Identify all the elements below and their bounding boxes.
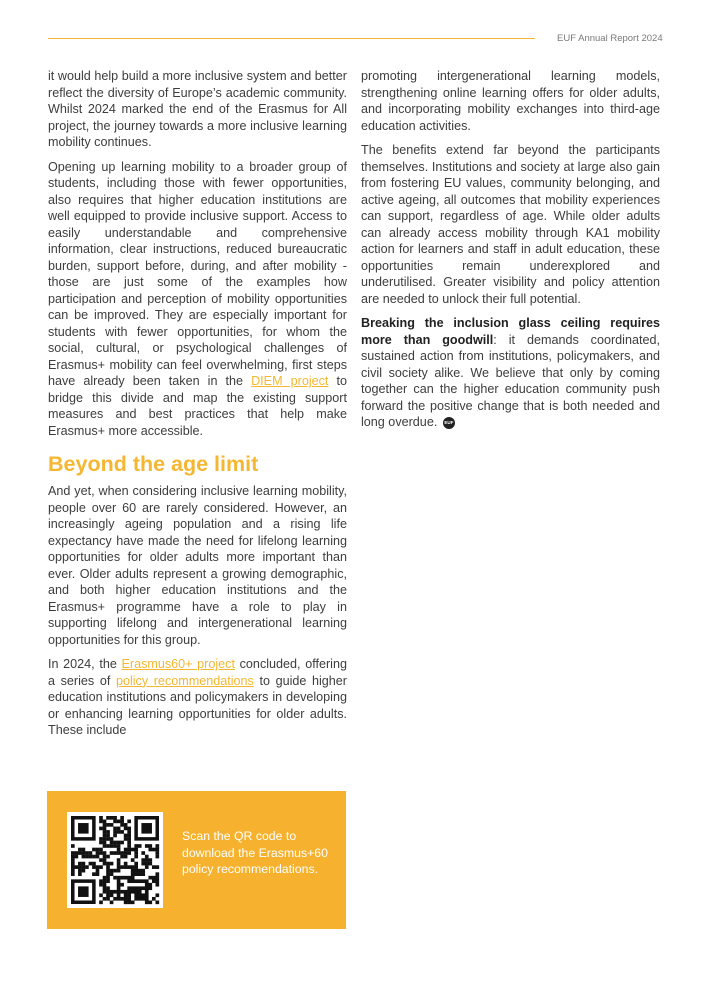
qr-caption: Scan the QR code to download the Erasmus+60 policy recommendations. xyxy=(182,829,328,876)
qr-callout-box xyxy=(47,791,346,929)
euf-end-mark-icon: EUF xyxy=(443,417,455,429)
paragraph: And yet, when considering inclusive learning mobility, people over 60 are rarely considered. However, an increasingly ageing population and a rising life expectancy have made the need for lifelong learning opportunities for older adults more important than ever. Older adults represent a growing demographic, and both higher education institutions and the Erasmus+ programme have a role to play in supporting lifelong and intergenerational learning opportunities for this group. xyxy=(48,484,347,647)
paragraph: Breaking the inclusion glass ceiling requires more than goodwill: it demands coordinated, sustained action from institutions, policymakers, and civil society alike. We believe that only by coming together can the higher education community push forward the positive change that is both needed and long overdue. EUF xyxy=(361,316,660,429)
left-column xyxy=(48,68,347,747)
paragraph: The benefits extend far beyond the participants themselves. Institutions and society at large also gain from fostering EU values, community belonging, and active ageing, all outcomes that mobility experiences can support, regardless of age. While older adults can already access mobility through KA1 mobility action for learners and staff in adult education, these opportunities remain underexplored and underutilised. Greater visibility and policy attention are needed to unlock their full potential. xyxy=(361,143,660,306)
diem-project-link[interactable]: DIEM project xyxy=(251,374,329,388)
policy-recommendations-link[interactable]: policy recommendations xyxy=(115,673,254,688)
section-heading: Beyond the age limit xyxy=(48,452,259,476)
qr-code-icon[interactable] xyxy=(67,812,163,908)
paragraph: In 2024, the Erasmus60+ project concluded, offering a series of policy recommendations to guide higher education institutions and policymakers in developing or enhancing learning opportunities for older adults. These include xyxy=(48,657,347,737)
erasmus60-project-link[interactable]: Erasmus60+ project xyxy=(121,657,235,671)
paragraph: promoting intergenerational learning models, strengthening online learning offers for older adults, and incorporating mobility exchanges into third-age education activities. xyxy=(361,69,660,133)
right-column xyxy=(361,68,660,439)
paragraph: it would help build a more inclusive system and better reflect the diversity of Europe’s academic community. Whilst 2024 marked the end of the Erasmus for All project, the journey towards a more inclusive learning mobility continues. xyxy=(48,69,347,149)
page-header-title: EUF Annual Report 2024 xyxy=(557,33,663,44)
bold-lead: Breaking the inclusion glass ceiling requires more than goodwill xyxy=(361,316,660,347)
paragraph: Opening up learning mobility to a broader group of students, including those with fewer opportunities, also requires that higher education institutions are well equipped to provide inclusive support. Access to easily understandable and comprehensive information, clear instructions, reduced bureaucratic burden, support before, during, and after mobility - those are just some of the examples how participation and perception of mobility opportunities can be improved. They are especially important for students with fewer opportunities, for whom the social, cultural, or psychological challenges of Erasmus+ mobility can feel overwhelming, first steps have already been taken in the DIEM project to bridge this divide and map the existing support measures and best practices that help make Erasmus+ more accessible. xyxy=(48,159,347,438)
header-rule xyxy=(48,38,535,39)
